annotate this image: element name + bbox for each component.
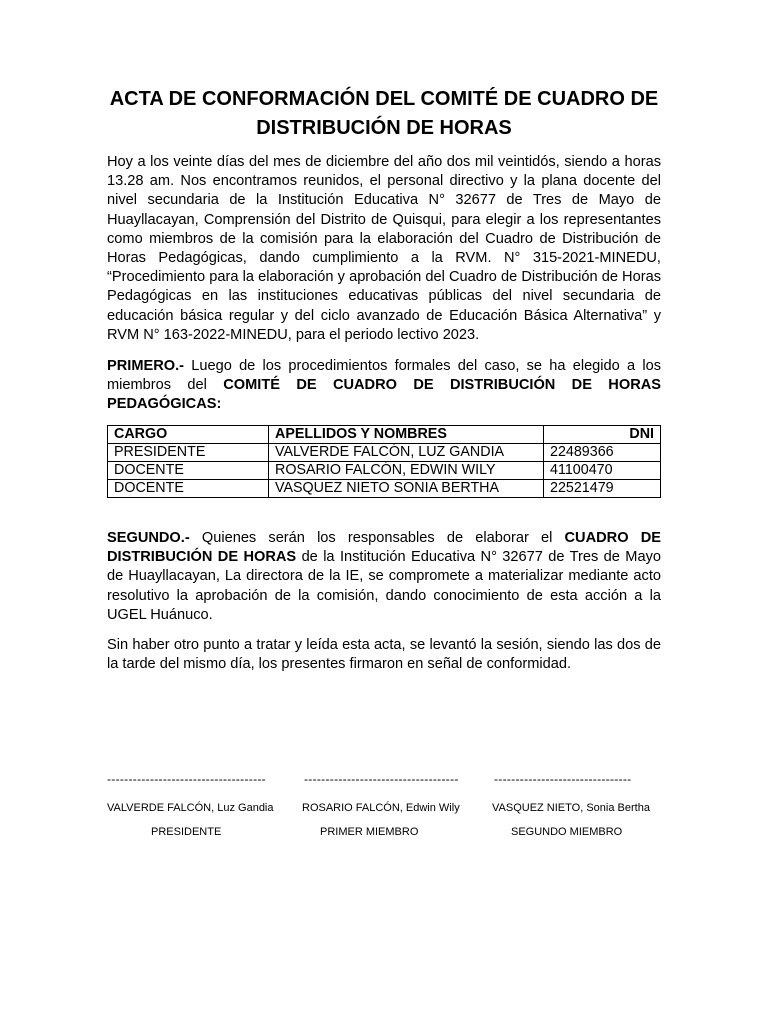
table-header-row xyxy=(108,426,661,444)
document-title xyxy=(100,85,668,143)
signature-line-primer-miembro: ------------------------------------ xyxy=(304,772,459,786)
primero-label: PRIMERO.- xyxy=(107,358,185,374)
cell-dni: 22521479 xyxy=(544,480,661,498)
header-cargo: CARGO xyxy=(108,426,269,444)
cell-nombre: ROSARIO FALCÓN, EDWIN WILY xyxy=(269,462,544,480)
primero-paragraph xyxy=(107,357,661,415)
table-row xyxy=(108,444,661,462)
signature-line-segundo-miembro: -------------------------------- xyxy=(494,772,632,786)
signatory-name-primer-miembro: ROSARIO FALCÓN, Edwin Wily xyxy=(302,802,460,814)
title-line-1: ACTA DE CONFORMACIÓN DEL COMITÉ DE CUADRO DE xyxy=(109,88,659,110)
signature-line-presidente: ------------------------------------- xyxy=(107,772,266,786)
segundo-label: SEGUNDO.- xyxy=(107,530,190,546)
table-row xyxy=(108,480,661,498)
header-apellidos-nombres: APELLIDOS Y NOMBRES xyxy=(269,426,544,444)
cell-cargo: DOCENTE xyxy=(108,480,269,498)
cell-nombre: VASQUEZ NIETO SONIA BERTHA xyxy=(269,480,544,498)
header-dni: DNI xyxy=(544,426,661,444)
cell-cargo: DOCENTE xyxy=(108,462,269,480)
cell-dni: 22489366 xyxy=(544,444,661,462)
signatory-role-presidente: PRESIDENTE xyxy=(151,826,222,838)
segundo-paragraph xyxy=(107,529,661,625)
signatory-name-segundo-miembro: VASQUEZ NIETO, Sonia Bertha xyxy=(492,802,650,814)
segundo-text-1: Quienes serán los responsables de elaborar el xyxy=(189,530,565,546)
cell-cargo: PRESIDENTE xyxy=(108,444,269,462)
table-row xyxy=(108,462,661,480)
members-table xyxy=(107,425,661,498)
primero-committee-name: COMITÉ DE CUADRO DE DISTRIBUCIÓN DE HORAS PEDAGÓGICAS: xyxy=(107,377,662,413)
cell-dni: 41100470 xyxy=(544,462,661,480)
signatory-role-segundo-miembro: SEGUNDO MIEMBRO xyxy=(511,826,623,838)
signatory-role-primer-miembro: PRIMER MIEMBRO xyxy=(320,826,419,838)
primero-text: Luego de los procedimientos formales del caso, se ha elegido a los miembros del xyxy=(107,358,661,394)
segundo-bold-text: CUADRO DE DISTRIBUCIÓN DE HORAS xyxy=(107,530,662,566)
segundo-text-2: de la Institución Educativa N° 32677 de Tres de Mayo de Huayllacayan, La directora de la IE, se compromete a materializar mediante acto resolutivo la aprobación de la comisión, dando conocimiento de esta acción a la UGEL Huánuco. xyxy=(107,549,661,623)
intro-paragraph: Hoy a los veinte días del mes de diciembre del año dos mil veintidós, siendo a horas 13.28 am. Nos encontramos reunidos, el personal directivo y la plana docente del nivel secundaria de la Institución Educativa N° 32677 de Tres de Mayo de Huayllacayan, Comprensión del Distrito de Quisqui, para elegir a los representantes como miembros de la comisión para la elaboración del Cuadro de Distribución de Horas Pedagógicas, dando cumplimiento a la RVM. N° 315-2021-MINEDU, “Procedimiento para la elaboración y aprobación del Cuadro de Distribución de Horas Pedagógicas en las instituciones educativas públicas del nivel secundaria de educación básica regular y del ciclo avanzado de Educación Básica Alternativa” y RVM N° 163-2022-MINEDU, para el periodo lectivo 2023. xyxy=(107,154,661,343)
closing-paragraph: Sin haber otro punto a tratar y leída esta acta, se levantó la sesión, siendo las dos de la tarde del mismo día, los presentes firmaron en señal de conformidad. xyxy=(107,637,661,673)
title-line-2: DISTRIBUCIÓN DE HORAS xyxy=(256,117,512,139)
cell-nombre: VALVERDE FALCÓN, LUZ GANDIA xyxy=(269,444,544,462)
signatory-name-presidente: VALVERDE FALCÓN, Luz Gandia xyxy=(107,802,274,814)
